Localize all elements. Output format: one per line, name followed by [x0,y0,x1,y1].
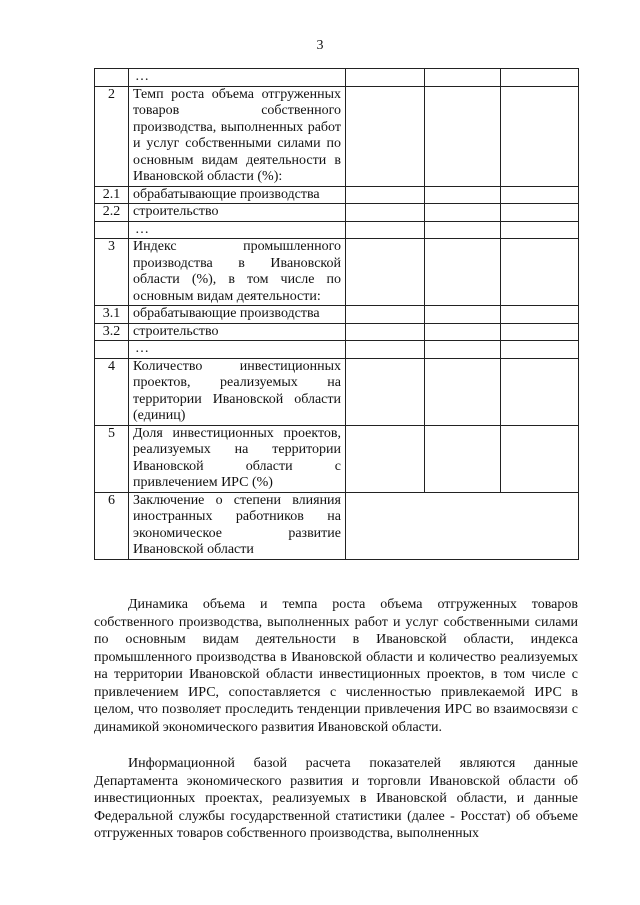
table-row [95,306,579,324]
value-cell [346,323,425,341]
row-number [95,69,129,87]
table-row [95,69,579,87]
row-number: 2 [95,86,129,186]
row-description: обрабатывающие производства [129,306,346,324]
value-cell [425,69,501,87]
value-cell [425,425,501,492]
value-cell [346,86,425,186]
paragraph-information-base: Информационной базой расчета показателей являются данные Департамента экономического развития и торговли Ивановской области об инвестиционных проектах, реализуемых в Ивановской области, и данные Федеральной службы государственной статистики (далее - Росстат) об объеме отгруженных товаров собственного производства, выполненных [94,756,578,841]
row-number: 2.2 [95,204,129,222]
value-cell [501,358,579,425]
row-number: 3.1 [95,306,129,324]
value-cell [425,186,501,204]
value-cell [425,341,501,359]
value-cell [346,306,425,324]
row-number: 2.1 [95,186,129,204]
value-cell [346,358,425,425]
table-row [95,425,579,492]
value-cell [425,323,501,341]
table-row [95,492,579,559]
value-cell [425,221,501,239]
row-description: Количество инвестиционных проектов, реализуемых на территории Ивановской области (единиц) [129,358,346,425]
value-cell [501,306,579,324]
value-cell [425,86,501,186]
value-cell [501,341,579,359]
value-cell [501,425,579,492]
value-cell [501,69,579,87]
table-row [95,323,579,341]
value-cell [501,204,579,222]
row-description: строительство [129,323,346,341]
value-cell [346,204,425,222]
table-row [95,358,579,425]
row-number: 4 [95,358,129,425]
value-cell [501,86,579,186]
table-row [95,239,579,306]
row-description: … [129,221,346,239]
row-number: 3.2 [95,323,129,341]
value-cell [501,186,579,204]
row-number: 3 [95,239,129,306]
value-cell [425,239,501,306]
table-row [95,186,579,204]
value-cell [346,341,425,359]
value-cell [425,204,501,222]
row-number [95,221,129,239]
row-description: Индекс промышленного производства в Ивановской области (%), в том числе по основным видам деятельности: [129,239,346,306]
row-description: Темп роста объема отгруженных товаров собственного производства, выполненных работ и услуг собственными силами по основным видам деятельности в Ивановской области (%): [129,86,346,186]
merged-value-cell [346,492,579,559]
row-number: 5 [95,425,129,492]
value-cell [346,69,425,87]
row-number: 6 [95,492,129,559]
paragraph-dynamics: Динамика объема и темпа роста объема отгруженных товаров собственного производства, выполненных работ и услуг собственными силами по основным видам деятельности в Ивановской области, индекса промышленного производства в Ивановской области и количество реализуемых на территории Ивановской области инвестиционных проектов, в том числе с привлечением ИРС, сопоставляется с численностью привлекаемой ИРС в целом, что позволяет проследить тенденции привлечения ИРС во взаимосвязи с динамикой экономического развития Ивановской области. [94,597,578,735]
table-row [95,86,579,186]
row-description: обрабатывающие производства [129,186,346,204]
value-cell [501,323,579,341]
row-description: Доля инвестиционных проектов, реализуемых на территории Ивановской области с привлечением ИРС (%) [129,425,346,492]
row-description: … [129,341,346,359]
value-cell [346,239,425,306]
table-row [95,204,579,222]
table-row [95,221,579,239]
value-cell [425,358,501,425]
row-description: … [129,69,346,87]
value-cell [501,221,579,239]
value-cell [346,186,425,204]
row-description: Заключение о степени влияния иностранных работников на экономическое развитие Ивановской области [129,492,346,559]
table-row [95,341,579,359]
row-description: строительство [129,204,346,222]
value-cell [346,425,425,492]
indicators-table [94,68,579,560]
row-number [95,341,129,359]
value-cell [346,221,425,239]
value-cell [501,239,579,306]
page-number: 3 [316,38,324,53]
value-cell [425,306,501,324]
